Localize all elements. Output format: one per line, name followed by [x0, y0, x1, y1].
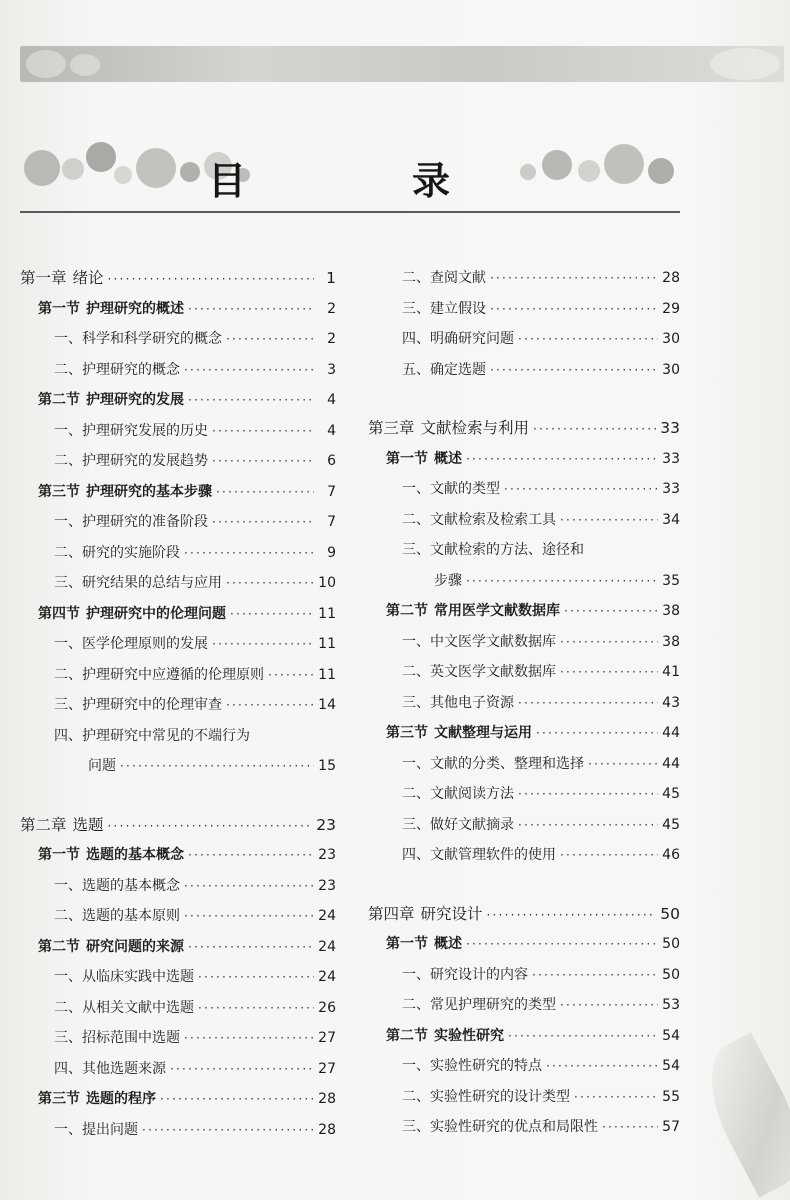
toc-entry-title: 绪论: [72, 269, 104, 287]
toc-section-row[interactable]: [20, 385, 336, 416]
toc-item-row[interactable]: [368, 566, 680, 597]
toc-entry-title: 一、实验性研究的特点: [402, 1058, 542, 1074]
dot-leader: [560, 505, 658, 536]
toc-page-number: 29: [662, 300, 680, 317]
dot-leader: [574, 1082, 658, 1113]
dot-leader: [508, 1021, 658, 1052]
toc-item-row[interactable]: [20, 446, 336, 477]
toc-page-number: 26: [318, 999, 336, 1016]
dot-leader: [490, 355, 658, 386]
dot-leader: [226, 568, 314, 599]
toc-spacer: [368, 385, 680, 413]
toc-page-number: 4: [327, 422, 336, 439]
dot-leader: [170, 1054, 314, 1085]
toc-page-number: 30: [662, 331, 680, 347]
toc-page-number: 34: [662, 511, 680, 528]
dot-leader: [184, 355, 314, 386]
toc-entry-title: 研究设计: [420, 904, 483, 923]
dot-leader: [487, 900, 657, 931]
toc-page-number: 54: [662, 1058, 680, 1074]
toc-page-number: 23: [318, 847, 336, 863]
toc-page-number: 53: [662, 997, 680, 1013]
toc-section-row[interactable]: [368, 1021, 680, 1052]
toc-item-row[interactable]: [368, 1112, 680, 1143]
dot-leader: [216, 477, 314, 508]
toc-page-number: 2: [327, 331, 336, 347]
dot-leader: [108, 264, 314, 295]
toc-page-number: 45: [662, 786, 680, 802]
toc-entry-number: 第四节: [38, 605, 80, 622]
toc-entry-title: 概述: [434, 450, 462, 467]
toc-entry-title: 选题: [72, 815, 104, 834]
toc-chapter-row[interactable]: [20, 263, 336, 294]
toc-entry-number: 第一节: [386, 450, 428, 467]
toc-page-number: 27: [318, 1030, 336, 1046]
toc-entry-title: 二、实验性研究的设计类型: [402, 1088, 570, 1105]
dot-leader: [188, 932, 314, 963]
toc-entry-title: 选题的基本概念: [86, 847, 184, 863]
toc-page-number: 33: [662, 450, 680, 467]
toc-item-row[interactable]: [368, 355, 680, 386]
toc-page-number: 9: [327, 544, 336, 561]
dot-leader: [188, 385, 314, 416]
toc-page-number: 28: [318, 1091, 336, 1107]
dot-leader: [518, 810, 658, 841]
toc-item-row[interactable]: [20, 1115, 336, 1146]
toc-page-number: 3: [327, 361, 336, 378]
toc-entry-title: 二、护理研究的概念: [54, 361, 180, 378]
dot-leader: [212, 446, 314, 477]
toc-page-number: 28: [662, 270, 680, 286]
toc-page-number: 30: [662, 361, 680, 378]
toc-section-row[interactable]: [368, 444, 680, 475]
toc-entry-title: 三、实验性研究的优点和局限性: [402, 1119, 598, 1135]
toc-entry-title: 二、护理研究的发展趋势: [54, 453, 208, 469]
toc-chapter-row[interactable]: [368, 899, 680, 930]
header-decorative-band: [20, 46, 784, 82]
toc-left-column: [20, 263, 336, 1145]
toc-page-number: 57: [662, 1119, 680, 1135]
toc-entry-title: 三、做好文献摘录: [402, 816, 514, 833]
toc-page-number: 46: [662, 847, 680, 863]
toc-section-row[interactable]: [20, 932, 336, 963]
toc-item-row[interactable]: [20, 416, 336, 447]
toc-item-row[interactable]: [368, 324, 680, 355]
toc-entry-title: 二、文献阅读方法: [402, 786, 514, 802]
toc-entry-title: 一、护理研究的准备阶段: [54, 514, 208, 530]
dot-leader: [198, 962, 314, 993]
dot-leader: [490, 294, 658, 325]
toc-entry-title: 问题: [88, 758, 116, 774]
dot-leader: [226, 324, 314, 355]
toc-section-row[interactable]: [368, 929, 680, 960]
toc-section-row[interactable]: [20, 840, 336, 871]
toc-page-number: 6: [327, 453, 336, 469]
dot-leader: [560, 657, 658, 688]
toc-entry-number: 第三节: [38, 483, 80, 500]
toc-page-number: 33: [662, 481, 680, 497]
dot-leader: [518, 324, 658, 355]
toc-page-number: 50: [662, 966, 680, 983]
toc-entry-title: 文献检索与利用: [420, 419, 530, 437]
dot-leader: [533, 414, 656, 445]
toc-page-number: 11: [318, 636, 336, 652]
toc-item-row[interactable]: [368, 840, 680, 871]
toc-item-row[interactable]: [20, 962, 336, 993]
toc-page-number: 11: [318, 666, 336, 683]
toc-page-number: 54: [662, 1027, 680, 1044]
toc-page-number: 23: [318, 877, 336, 894]
dot-leader: [490, 263, 658, 294]
toc-item-row[interactable]: [368, 294, 680, 325]
toc-page-number: 7: [327, 483, 336, 500]
toc-page-number: 24: [318, 908, 336, 924]
decorative-leaf: [689, 1032, 790, 1197]
toc-entry-title: 二、从相关文献中选题: [54, 999, 194, 1016]
toc-section-row[interactable]: [20, 1084, 336, 1115]
dot-leader: [466, 444, 658, 475]
dot-leader: [184, 901, 314, 932]
toc-right-column: [368, 263, 680, 1143]
toc-entry-title: 二、选题的基本原则: [54, 908, 180, 924]
toc-entry-title: 二、文献检索及检索工具: [402, 511, 556, 528]
toc-page-number: 55: [662, 1088, 680, 1105]
toc-page-number: 4: [327, 392, 336, 408]
toc-item-row[interactable]: [368, 990, 680, 1021]
toc-item-row[interactable]: [20, 629, 336, 660]
toc-item-row[interactable]: [368, 1082, 680, 1113]
page-title: 目 录: [207, 158, 514, 203]
toc-item-row[interactable]: [20, 568, 336, 599]
dot-leader: [198, 993, 314, 1024]
toc-entry-title: 一、文献的类型: [402, 481, 500, 497]
toc-entry-title: 概述: [434, 936, 462, 952]
dot-leader: [536, 718, 658, 749]
toc-entry-number: 第一节: [38, 300, 80, 317]
toc-spacer: [20, 782, 336, 810]
toc-item-row[interactable]: [20, 324, 336, 355]
toc-page-number: 45: [662, 816, 680, 833]
toc-entry-title: 四、护理研究中常见的不端行为: [54, 727, 250, 744]
toc-entry-title: 四、其他选题来源: [54, 1060, 166, 1077]
toc-item-row[interactable]: [368, 657, 680, 688]
dot-leader: [226, 690, 314, 721]
dot-leader: [142, 1115, 314, 1146]
dot-leader: [560, 840, 658, 871]
toc-item-row[interactable]: [20, 751, 336, 782]
toc-page-number: 24: [318, 938, 336, 955]
toc-page-number: 43: [662, 694, 680, 711]
toc-entry-title: 文献整理与运用: [434, 725, 532, 741]
toc-page-number: 41: [662, 664, 680, 680]
toc-entry-number: 第二节: [386, 603, 428, 619]
toc-item-row[interactable]: [20, 871, 336, 902]
toc-entry-title: 三、建立假设: [402, 300, 486, 317]
toc-page-number: 33: [660, 419, 680, 437]
toc-item-row[interactable]: [20, 721, 336, 752]
toc-section-row[interactable]: [368, 718, 680, 749]
toc-entry-title: 护理研究的概述: [86, 300, 184, 317]
toc-entry-number: 第四章: [368, 904, 415, 923]
dot-leader: [212, 416, 314, 447]
toc-entry-number: 第三节: [386, 725, 428, 741]
toc-entry-title: 一、选题的基本概念: [54, 877, 180, 894]
dot-leader: [230, 599, 314, 630]
toc-entry-title: 二、护理研究中应遵循的伦理原则: [54, 666, 264, 683]
toc-entry-title: 一、护理研究发展的历史: [54, 422, 208, 439]
toc-item-row[interactable]: [368, 688, 680, 719]
toc-entry-number: 第一章: [20, 269, 67, 287]
toc-section-row[interactable]: [368, 596, 680, 627]
toc-page-number: 14: [318, 697, 336, 713]
toc-entry-number: 第三节: [38, 1091, 80, 1107]
toc-item-row[interactable]: [20, 1054, 336, 1085]
toc-spacer: [368, 871, 680, 899]
toc-page-number: 50: [660, 904, 680, 923]
toc-page-number: 44: [662, 725, 680, 741]
dot-leader: [466, 929, 658, 960]
toc-item-row[interactable]: [368, 535, 680, 566]
toc-chapter-row[interactable]: [20, 810, 336, 841]
toc-entry-title: 一、医学伦理原则的发展: [54, 636, 208, 652]
dot-leader: [268, 660, 314, 691]
toc-entry-number: 第一节: [38, 847, 80, 863]
toc-page-number: 24: [318, 969, 336, 985]
toc-entry-title: 常用医学文献数据库: [434, 603, 560, 619]
dot-leader: [504, 474, 658, 505]
toc-item-row[interactable]: [20, 507, 336, 538]
dot-leader: [212, 629, 314, 660]
dot-leader: [588, 749, 658, 780]
title-rule: [20, 211, 680, 213]
toc-section-row[interactable]: [20, 599, 336, 630]
toc-item-row[interactable]: [20, 993, 336, 1024]
toc-item-row[interactable]: [20, 660, 336, 691]
toc-item-row[interactable]: [20, 901, 336, 932]
toc-entry-number: 第一节: [386, 936, 428, 952]
toc-item-row[interactable]: [368, 749, 680, 780]
dot-leader: [560, 627, 658, 658]
toc-entry-number: 第二章: [20, 815, 67, 834]
toc-page-number: 50: [662, 936, 680, 952]
toc-page-number: 2: [327, 300, 336, 317]
toc-page-number: 28: [318, 1121, 336, 1138]
dot-leader: [560, 990, 658, 1021]
toc-page-number: 44: [662, 755, 680, 772]
toc-entry-title: 一、提出问题: [54, 1121, 138, 1138]
toc-page-number: 7: [327, 514, 336, 530]
dot-leader: [120, 751, 314, 782]
toc-entry-title: 一、研究设计的内容: [402, 966, 528, 983]
toc-item-row[interactable]: [368, 505, 680, 536]
toc-item-row[interactable]: [368, 1051, 680, 1082]
dot-leader: [184, 538, 314, 569]
dot-leader: [564, 596, 658, 627]
toc-entry-title: 一、中文医学文献数据库: [402, 633, 556, 650]
toc-section-row[interactable]: [20, 294, 336, 325]
toc-item-row[interactable]: [368, 779, 680, 810]
toc-chapter-row[interactable]: [368, 413, 680, 444]
toc-entry-title: 选题的程序: [86, 1091, 156, 1107]
toc-item-row[interactable]: [20, 355, 336, 386]
toc-entry-title: 三、其他电子资源: [402, 694, 514, 711]
toc-entry-title: 一、文献的分类、整理和选择: [402, 755, 584, 772]
toc-entry-title: 步骤: [434, 572, 462, 589]
toc-item-row[interactable]: [368, 263, 680, 294]
toc-item-row[interactable]: [368, 627, 680, 658]
toc-entry-number: 第二节: [386, 1027, 428, 1044]
toc-item-row[interactable]: [368, 474, 680, 505]
toc-entry-number: 第二节: [38, 392, 80, 408]
dot-leader: [184, 871, 314, 902]
toc-entry-title: 五、确定选题: [402, 361, 486, 378]
dot-leader: [160, 1084, 314, 1115]
dot-leader: [466, 566, 658, 597]
toc-entry-title: 二、英文医学文献数据库: [402, 664, 556, 680]
toc-entry-title: 三、护理研究中的伦理审查: [54, 697, 222, 713]
toc-page-number: 15: [318, 758, 336, 774]
dot-leader: [518, 779, 658, 810]
dot-leader: [188, 294, 314, 325]
toc-page-number: 38: [662, 603, 680, 619]
toc-entry-title: 一、科学和科学研究的概念: [54, 331, 222, 347]
dot-leader: [184, 1023, 314, 1054]
dot-leader: [518, 688, 658, 719]
dot-leader: [602, 1112, 658, 1143]
dot-leader: [212, 507, 314, 538]
toc-page-number: 38: [662, 633, 680, 650]
toc-page-number: 11: [318, 605, 336, 622]
toc-entry-title: 护理研究的发展: [86, 392, 184, 408]
dot-leader: [532, 960, 658, 991]
toc-page-number: 10: [318, 575, 336, 591]
toc-entry-title: 四、明确研究问题: [402, 331, 514, 347]
toc-page-number: 27: [318, 1060, 336, 1077]
toc-page-number: 1: [326, 269, 336, 287]
toc-entry-number: 第二节: [38, 938, 80, 955]
toc-entry-title: 一、从临床实践中选题: [54, 969, 194, 985]
toc-entry-title: 护理研究的基本步骤: [86, 483, 212, 500]
toc-item-row[interactable]: [368, 810, 680, 841]
dot-leader: [108, 811, 313, 842]
toc-entry-number: 第三章: [368, 419, 415, 437]
toc-entry-title: 二、查阅文献: [402, 270, 486, 286]
dot-leader: [188, 840, 314, 871]
toc-entry-title: 二、研究的实施阶段: [54, 544, 180, 561]
toc-entry-title: 二、常见护理研究的类型: [402, 997, 556, 1013]
toc-item-row[interactable]: [20, 690, 336, 721]
toc-page-number: 23: [316, 815, 336, 834]
toc-item-row[interactable]: [20, 538, 336, 569]
toc-page-number: 35: [662, 572, 680, 589]
toc-entry-title: 实验性研究: [434, 1027, 504, 1044]
toc-entry-title: 四、文献管理软件的使用: [402, 847, 556, 863]
toc-entry-title: 三、文献检索的方法、途径和: [402, 542, 584, 558]
toc-item-row[interactable]: [368, 960, 680, 991]
toc-entry-title: 研究问题的来源: [86, 938, 184, 955]
toc-entry-title: 三、研究结果的总结与应用: [54, 575, 222, 591]
toc-entry-title: 三、招标范围中选题: [54, 1030, 180, 1046]
toc-entry-title: 护理研究中的伦理问题: [86, 605, 226, 622]
toc-section-row[interactable]: [20, 477, 336, 508]
dot-leader: [546, 1051, 658, 1082]
toc-item-row[interactable]: [20, 1023, 336, 1054]
